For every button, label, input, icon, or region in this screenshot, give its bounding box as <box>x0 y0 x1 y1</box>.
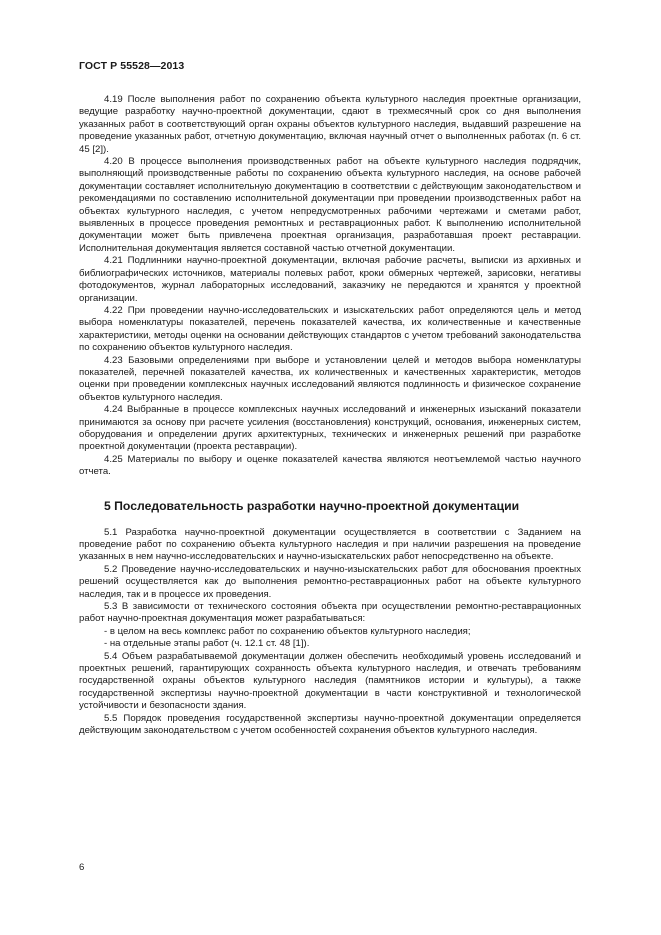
paragraph-4-21: 4.21 Подлинники научно-проектной документации, включая рабочие расчеты, выписки из архивных и библиографических источников, материалы полевых работ, кроки обмерных чертежей, зарисовки, негативы фотодокументов, журнал лабораторных исследований, заказчику не передаются и хранятся у проектной организации. <box>79 255 581 304</box>
bullet-list <box>79 626 581 651</box>
paragraph-4-25: 4.25 Материалы по выбору и оценке показателей качества являются неотъемлемой частью научного отчета. <box>79 453 581 478</box>
paragraph-4-24: 4.24 Выбранные в процессе комплексных научных исследований и инженерных изысканий показатели принимаются за основу при расчете усиления (восстановления) конструкций, основания, инженерных систем, оборудования и определении других архитектурных, технических и инженерных решений при разработке проектной документации (проекта реставрации). <box>79 404 581 453</box>
paragraph-4-23: 4.23 Базовыми определениями при выборе и установлении целей и методов выбора номенклатуры показателей, перечней показателей качества, их количественных и качественных характеристик, методов оценки при проведении комплексных научных исследований являются подлинность и физическое сохранение объектов культурного наследия. <box>79 354 581 403</box>
paragraph-5-3: 5.3 В зависимости от технического состояния объекта при осуществлении ремонтно-реставрационных работ научно-проектная документация может разрабатываться: <box>79 601 581 625</box>
page-number: 6 <box>79 862 85 873</box>
list-item: - в целом на весь комплекс работ по сохранению объектов культурного наследия; <box>104 625 471 637</box>
paragraph-4-19: 4.19 После выполнения работ по сохранению объекта культурного наследия проектные организации, ведущие разработку научно-проектной документации, сдают в трехмесячный срок со дня выполнения указанных работ в соответствующий орган охраны объектов культурного наследия, выдавший разрешение на проведение указанных работ, отчетную документацию, включая научный отчет о выполненных работах (п. 6 ст. 45 [2]). <box>79 94 581 155</box>
list-item: - на отдельные этапы работ (ч. 12.1 ст. 48 [1]). <box>104 638 310 650</box>
document-header: ГОСТ Р 55528—2013 <box>79 60 185 72</box>
paragraph-5-2: 5.2 Проведение научно-исследовательских и научно-изыскательских работ для обоснования проектных решений осуществляется как до выполнения ремонтно-реставрационных работ на объекте культурного наследия, так и в процессе их проведения. <box>79 563 581 600</box>
section-5-heading: 5 Последовательность разработки научно-проектной документации <box>104 498 520 513</box>
document-body <box>79 94 581 738</box>
paragraph-5-5: 5.5 Порядок проведения государственной экспертизы научно-проектной документации определяется действующим законодательством с учетом особенностей сохранения объектов культурного наследия. <box>79 712 581 737</box>
paragraph-4-20: 4.20 В процессе выполнения производственных работ на объекте культурного наследия подрядчик, выполняющий производственные работы по сохранению объекта культурного наследия, на основе рабочей документации составляет исполнительную документацию в соответствии с действующим законодательством и рекомендациями по составлению исполнительной документации при проведении производственных работ на объектах культурного наследия, с учетом непредусмотренных рабочими чертежами и сметами работ, выявленных в процессе проведения ремонтных и реставрационных работ. К выполнению исполнительной документации может быть привлечена проектная организация, разработавшая проект реставрации. Исполнительная документация является составной частью отчетной документации. <box>79 156 581 254</box>
paragraph-5-4: 5.4 Объем разрабатываемой документации должен обеспечить необходимый уровень исследований и проектных решений, гарантирующих сохранность объекта культурного наследия, и отвечать требованиям государственной охраны объектов культурного наследия (памятников истории и культуры), а также государственной экспертизы научно-проектной документации в части конструктивной и технологической устойчивости и безопасности здания. <box>79 650 581 712</box>
paragraph-4-22: 4.22 При проведении научно-исследовательских и изыскательских работ определяются цель и метод выбора номенклатуры показателей, перечень показателей качества, их количественные и качественные характеристики, методы оценки на основании действующих стандартов с учетом требований законодательства по сохранению объектов культурного наследия. <box>79 304 581 354</box>
paragraph-5-1: 5.1 Разработка научно-проектной документации осуществляется в соответствии с Заданием на проведение работ по сохранению объекта культурного наследия и при наличии разрешения на проведение указанных в нем научно-исследовательских и научно-изыскательских работ непосредственно на объекте. <box>79 526 581 563</box>
